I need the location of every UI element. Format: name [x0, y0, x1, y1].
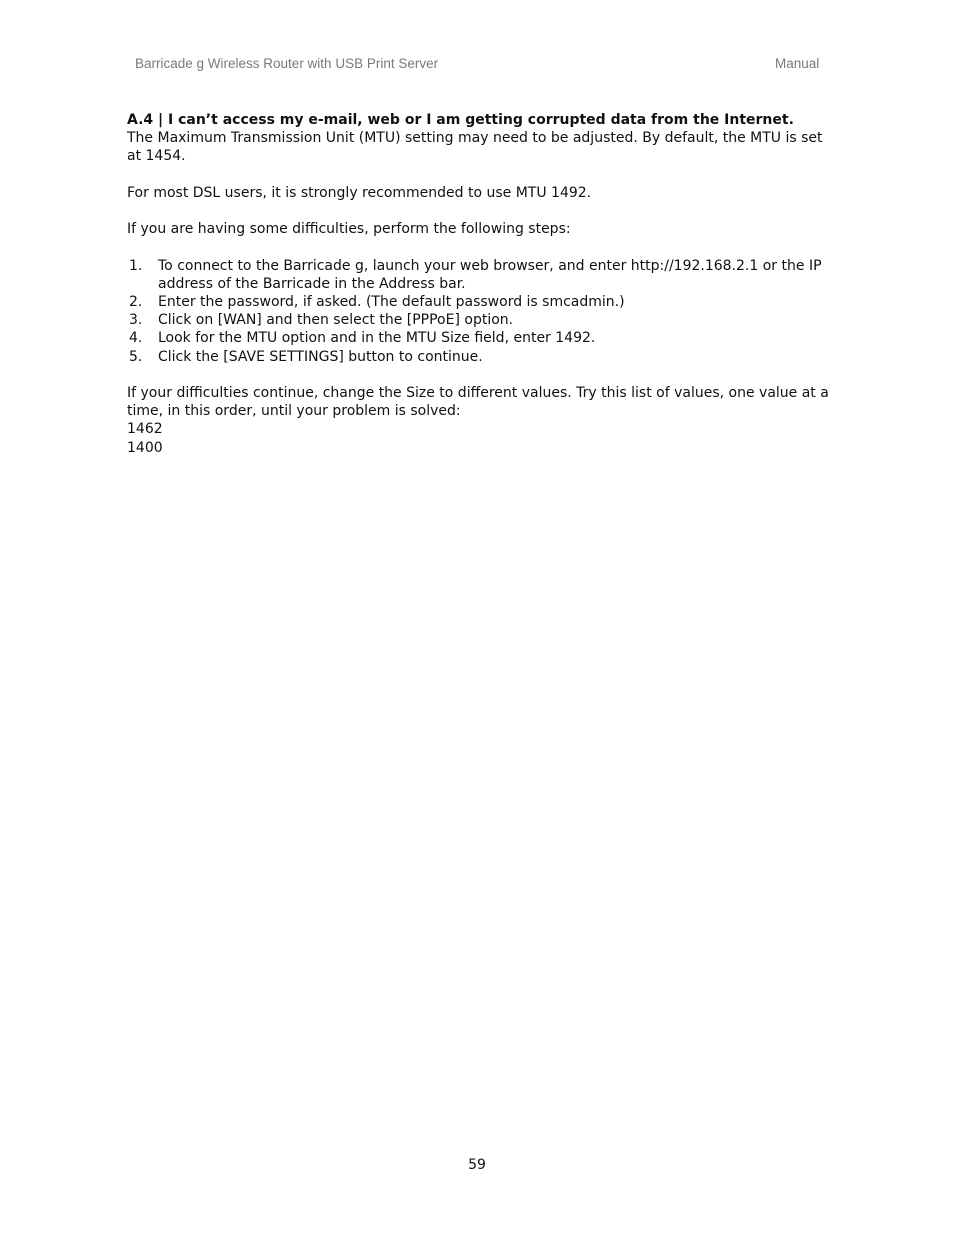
steps-intro-paragraph: If you are having some difficulties, perform the following steps:	[127, 221, 571, 238]
mtu-value: 1400	[127, 439, 163, 456]
step-number: 5.	[129, 348, 143, 365]
steps-list	[127, 257, 839, 366]
step-number: 2.	[129, 293, 143, 310]
page-number: 59	[468, 1157, 486, 1173]
continue-paragraph: If your difficulties continue, change the Size to different values. Try this list of values, one value at a time, in this order, until your problem is solved:	[127, 384, 829, 420]
header-manual-label: Manual	[775, 56, 820, 71]
step-text: Click the [SAVE SETTINGS] button to continue.	[158, 348, 483, 365]
section-heading: A.4 | I can’t access my e-mail, web or I am getting corrupted data from the Internet.	[127, 112, 794, 128]
dsl-note-paragraph: For most DSL users, it is strongly recommended to use MTU 1492.	[127, 184, 592, 201]
step-text: Click on [WAN] and then select the [PPPoE] option.	[158, 312, 514, 329]
list-item	[127, 348, 839, 366]
step-text: Enter the password, if asked. (The default password is smcadmin.)	[158, 293, 625, 310]
step-text: Look for the MTU option and in the MTU Size field, enter 1492.	[158, 330, 596, 347]
step-number: 1.	[129, 257, 143, 274]
header-title: Barricade g Wireless Router with USB Print Server	[135, 56, 439, 71]
list-item	[127, 293, 839, 311]
step-text: To connect to the Barricade g, launch your web browser, and enter http://192.168.2.1 or the IP address of the Barricade in the Address bar.	[158, 257, 822, 292]
step-number: 3.	[129, 312, 143, 329]
mtu-value: 1462	[127, 421, 163, 438]
section-content	[127, 111, 839, 457]
step-number: 4.	[129, 330, 143, 347]
list-item	[127, 257, 839, 293]
intro-paragraph: The Maximum Transmission Unit (MTU) setting may need to be adjusted. By default, the MTU is set at 1454.	[127, 130, 823, 165]
list-item	[127, 311, 839, 329]
list-item	[127, 329, 839, 347]
